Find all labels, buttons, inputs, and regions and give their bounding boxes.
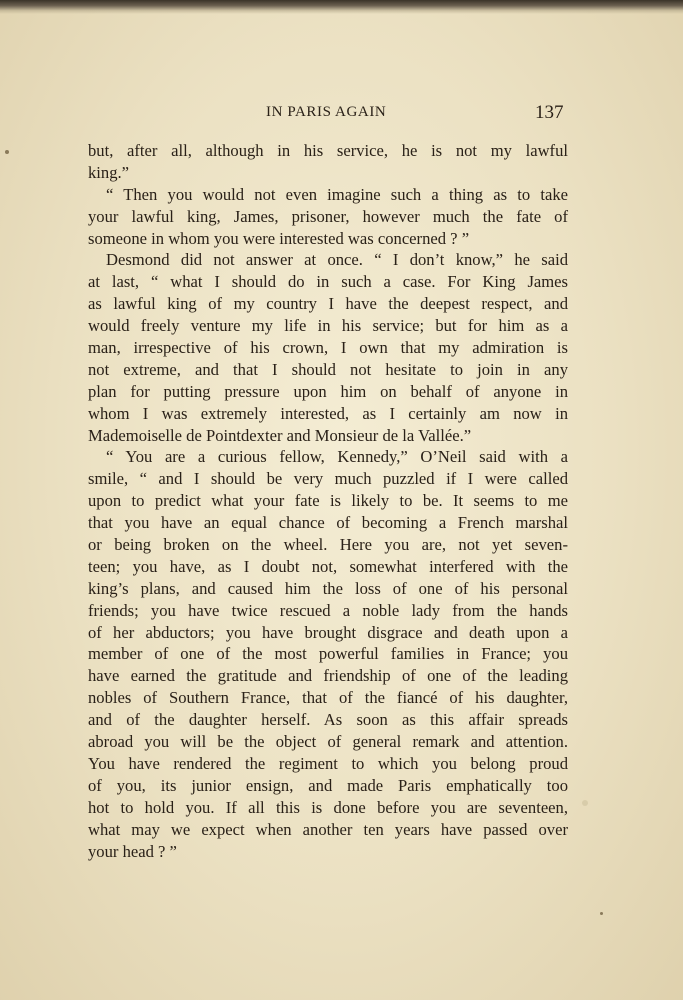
text-line: teen; you have, as I doubt not, somewhat interfered with the: [88, 556, 568, 576]
paper-speck: [5, 150, 9, 154]
text-line: friends; you have twice rescued a noble lady from the hands: [88, 600, 568, 620]
text-line: whom I was extremely interested, as I certainly am now in: [88, 403, 568, 423]
text-line: that you have an equal chance of becoming a French marshal: [88, 513, 568, 533]
text-line: and of the daughter herself. As soon as this affair spreads: [88, 710, 568, 730]
text-line: as lawful king of my country I have the deepest respect, and: [88, 294, 568, 314]
text-line: what may we expect when another ten years have passed over: [88, 819, 568, 839]
text-line: upon to predict what your fate is likely to be. It seems to me: [88, 491, 568, 511]
text-line: would freely venture my life in his service; but for him as a: [88, 316, 568, 336]
text-line: hot to hold you. If all this is done before you are seventeen,: [88, 797, 568, 817]
text-line: of her abductors; you have brought disgrace and death upon a: [88, 622, 568, 642]
text-line: member of one of the most powerful families in France; you: [88, 644, 568, 664]
text-line: smile, “ and I should be very much puzzled if I were called: [88, 469, 568, 489]
text-line: but, after all, although in his service, he is not my lawful: [88, 141, 568, 160]
page-number: 137: [535, 102, 564, 123]
body-text: [88, 140, 568, 862]
text-line: “ You are a curious fellow, Kennedy,” O’Neil said with a: [106, 447, 568, 467]
text-line: abroad you will be the object of general remark and attention.: [88, 732, 568, 752]
text-line: your lawful king, James, prisoner, however much the fate of: [88, 206, 568, 226]
text-line: not extreme, and that I should not hesitate to join in any: [88, 359, 568, 379]
paper-speck: [600, 912, 603, 915]
paper-speck: [582, 800, 588, 806]
text-line: You have rendered the regiment to which you belong proud: [88, 753, 568, 773]
text-line: nobles of Southern France, that of the fiancé of his daughter,: [88, 688, 568, 708]
text-line: Mademoiselle de Pointdexter and Monsieur de la Vallée.”: [88, 425, 472, 445]
text-line: king’s plans, and caused him the loss of one of his personal: [88, 578, 568, 598]
text-line: king.”: [88, 162, 130, 182]
text-line: have earned the gratitude and friendship of one of the leading: [88, 666, 568, 686]
text-line: “ Then you would not even imagine such a thing as to take: [106, 184, 568, 204]
text-line: your head ? ”: [88, 841, 177, 861]
text-line: of you, its junior ensign, and made Paris emphatically too: [88, 775, 568, 795]
running-head: [0, 102, 683, 126]
text-line: plan for putting pressure upon him on behalf of anyone in: [88, 381, 568, 401]
page-top-edge-shadow: [0, 0, 683, 14]
text-line: at last, “ what I should do in such a case. For King James: [88, 272, 568, 292]
text-line: someone in whom you were interested was concerned ? ”: [88, 228, 470, 248]
running-title: IN PARIS AGAIN: [266, 104, 387, 120]
text-line: man, irrespective of his crown, I own that my admiration is: [88, 338, 568, 358]
text-line: or being broken on the wheel. Here you are, not yet seven-: [88, 535, 568, 555]
text-line: Desmond did not answer at once. “ I don’t know,” he said: [106, 250, 568, 270]
